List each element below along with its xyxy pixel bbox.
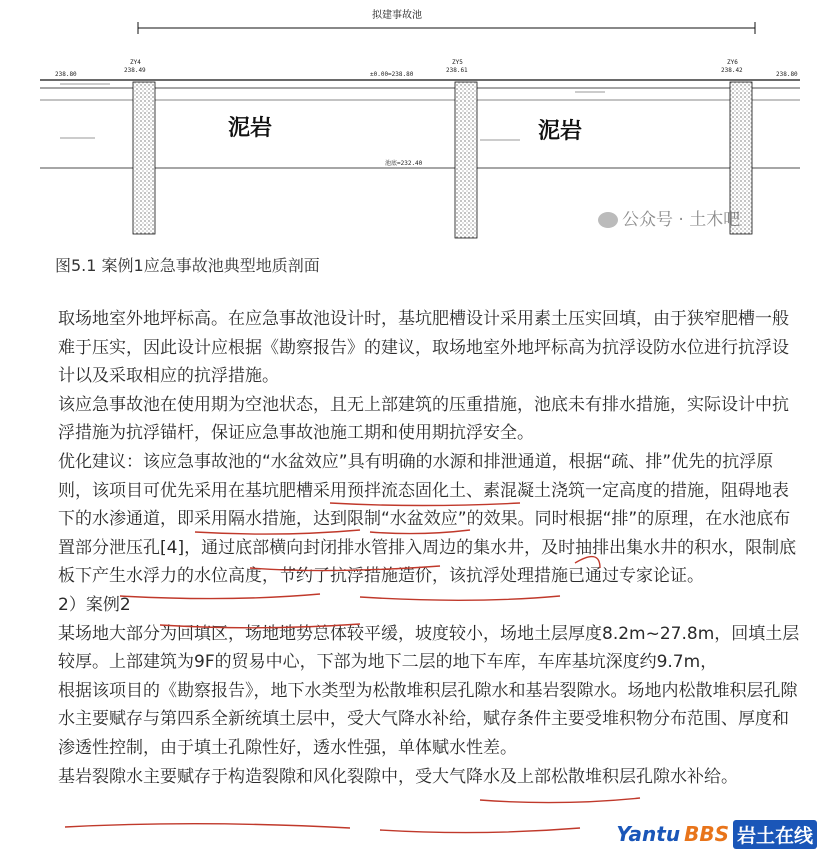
borehole-mid-elev: 238.61 (446, 67, 468, 74)
paragraph-2: 该应急事故池在使用期为空池状态，且无上部建筑的压重措施，池底未有排水措施，实际设计中抗浮措施为抗浮锚杆，保证应急事故池施工期和使用期抗浮安全。 (58, 394, 789, 444)
rock-label-right: 泥岩 (538, 118, 583, 144)
level-top-label: ±0.00=238.80 (370, 71, 414, 78)
borehole-left-elev: 238.49 (124, 67, 146, 74)
figure-top-label: 拟建事故池 (372, 10, 422, 21)
paragraph-1: 取场地室外地坪标高。在应急事故池设计时，基坑肥槽设计采用素土压实回填，由于狭窄肥槽一般难于压实，因此设计应根据《勘察报告》的建议，取场地室外地坪标高为抗浮设防水位进行抗浮设计以及采取相应的抗浮措施。 (58, 309, 789, 387)
rock-label-left: 泥岩 (228, 115, 273, 141)
figure-caption: 图5.1 案例1应急事故池典型地质剖面 (55, 256, 320, 275)
logo-part3: 岩土在线 (733, 820, 817, 849)
logo-part2: BBS (684, 822, 729, 846)
level-bottom-label: 池底=232.40 (385, 160, 423, 167)
borehole-right-elev: 238.42 (721, 67, 743, 74)
borehole-mid-id: ZY5 (452, 59, 463, 66)
paragraph-5: 根据该项目的《勘察报告》，地下水类型为松散堆积层孔隙水和基岩裂隙水。场地内松散堆积层孔隙水主要赋存与第四系全新统填土层中，受大气降水补给，赋存条件主要受堆积物分布范围、厚度和渗透性控制，由于填土孔隙性好，透水性强，单体赋水性差。 (58, 680, 798, 758)
paragraph-6: 基岩裂隙水主要赋存于构造裂隙和风化裂隙中，受大气降水及上部松散堆积层孔隙水补给。 (58, 766, 738, 787)
elev-right-label: 238.80 (776, 71, 798, 78)
yantu-logo (616, 821, 817, 847)
logo-part1: Yantu (616, 822, 681, 846)
paragraph-3: 优化建议：该应急事故池的“水盆效应”具有明确的水源和排泄通道，根据“疏、排”优先的抗浮原则，该项目可优先采用在基坑肥槽采用预拌流态固化土、素混凝土浇筑一定高度的措施，阻碍地表下的水渗通道，即采用隔水措施，达到限制“水盆效应”的效果。同时根据“排”的原理，在水池底布置部分泄压孔[4]，通过底部横向封闭排水管排入周边的集水井，及时抽排出集水井的积水，限制底板下产生水浮力的水位高度，节约了抗浮措施造价，该抗浮处理措施已通过专家论证。 (58, 451, 797, 587)
paragraph-4: 某场地大部分为回填区，场地地势总体较平缓，坡度较小，场地土层厚度8.2m~27.8m，回填土层较厚。上部建筑为9F的贸易中心，下部为地下二层的地下车库，车库基坑深度约9.7m， (58, 623, 800, 673)
borehole-left-id: ZY4 (130, 59, 141, 66)
elev-left-label: 238.80 (55, 71, 77, 78)
section-heading-case2: 2）案例2 (58, 594, 131, 615)
watermark-text: 公众号 · 土木吧 (622, 210, 741, 230)
borehole-right-id: ZY6 (727, 59, 738, 66)
